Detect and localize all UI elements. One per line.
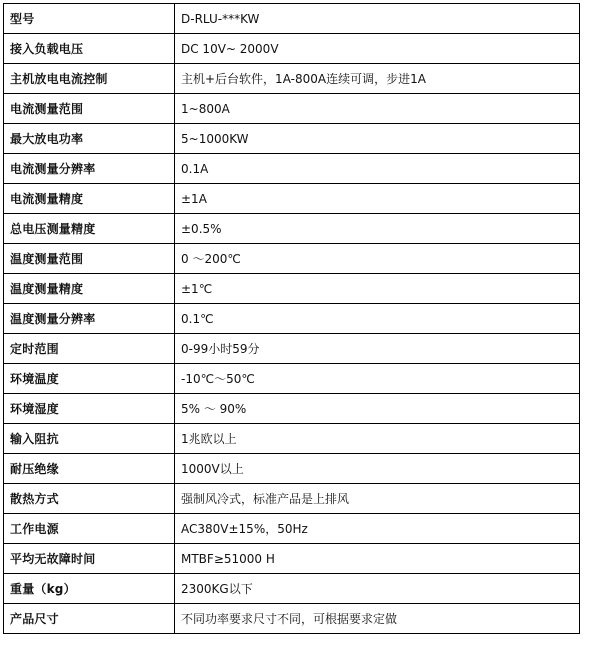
spec-value: ±0.5% (175, 214, 580, 244)
table-row (4, 274, 580, 304)
spec-label: 温度测量精度 (4, 274, 175, 304)
spec-value: 5~1000KW (175, 124, 580, 154)
spec-label: 环境湿度 (4, 394, 175, 424)
spec-label: 重量（kg） (4, 574, 175, 604)
spec-label: 电流测量范围 (4, 94, 175, 124)
spec-label: 型号 (4, 4, 175, 34)
table-row (4, 334, 580, 364)
spec-value: 0.1℃ (175, 304, 580, 334)
table-row (4, 184, 580, 214)
spec-label: 温度测量分辨率 (4, 304, 175, 334)
spec-label: 工作电源 (4, 514, 175, 544)
table-row (4, 4, 580, 34)
table-row (4, 124, 580, 154)
spec-value: DC 10V~ 2000V (175, 34, 580, 64)
spec-value: AC380V±15%，50Hz (175, 514, 580, 544)
table-row (4, 424, 580, 454)
table-row (4, 574, 580, 604)
spec-label: 输入阻抗 (4, 424, 175, 454)
spec-label: 电流测量分辨率 (4, 154, 175, 184)
spec-label: 电流测量精度 (4, 184, 175, 214)
table-row (4, 544, 580, 574)
table-row (4, 244, 580, 274)
spec-value: 0.1A (175, 154, 580, 184)
spec-value: 1000V以上 (175, 454, 580, 484)
spec-label: 温度测量范围 (4, 244, 175, 274)
spec-label: 总电压测量精度 (4, 214, 175, 244)
spec-label: 产品尺寸 (4, 604, 175, 634)
spec-value: D-RLU-***KW (175, 4, 580, 34)
table-row (4, 304, 580, 334)
spec-label: 定时范围 (4, 334, 175, 364)
spec-label: 最大放电功率 (4, 124, 175, 154)
table-row (4, 454, 580, 484)
spec-value: ±1℃ (175, 274, 580, 304)
spec-value: 强制风冷式，标准产品是上排风 (175, 484, 580, 514)
spec-label: 环境温度 (4, 364, 175, 394)
spec-label: 耐压绝缘 (4, 454, 175, 484)
table-row (4, 514, 580, 544)
table-row (4, 364, 580, 394)
spec-table (3, 3, 580, 634)
spec-label: 接入负载电压 (4, 34, 175, 64)
spec-value: ±1A (175, 184, 580, 214)
table-row (4, 154, 580, 184)
table-row (4, 94, 580, 124)
spec-value: 0 ～200℃ (175, 244, 580, 274)
spec-value: MTBF≥51000 H (175, 544, 580, 574)
spec-value: 0-99小时59分 (175, 334, 580, 364)
spec-value: 5% ～ 90% (175, 394, 580, 424)
spec-value: 主机+后台软件，1A-800A连续可调，步进1A (175, 64, 580, 94)
spec-label: 主机放电电流控制 (4, 64, 175, 94)
table-row (4, 34, 580, 64)
table-row (4, 484, 580, 514)
spec-label: 散热方式 (4, 484, 175, 514)
table-row (4, 394, 580, 424)
table-row (4, 64, 580, 94)
spec-value: 1~800A (175, 94, 580, 124)
table-row (4, 604, 580, 634)
spec-value: 2300KG以下 (175, 574, 580, 604)
spec-label: 平均无故障时间 (4, 544, 175, 574)
table-row (4, 214, 580, 244)
spec-value: 1兆欧以上 (175, 424, 580, 454)
spec-value: 不同功率要求尺寸不同，可根据要求定做 (175, 604, 580, 634)
spec-value: -10℃～50℃ (175, 364, 580, 394)
